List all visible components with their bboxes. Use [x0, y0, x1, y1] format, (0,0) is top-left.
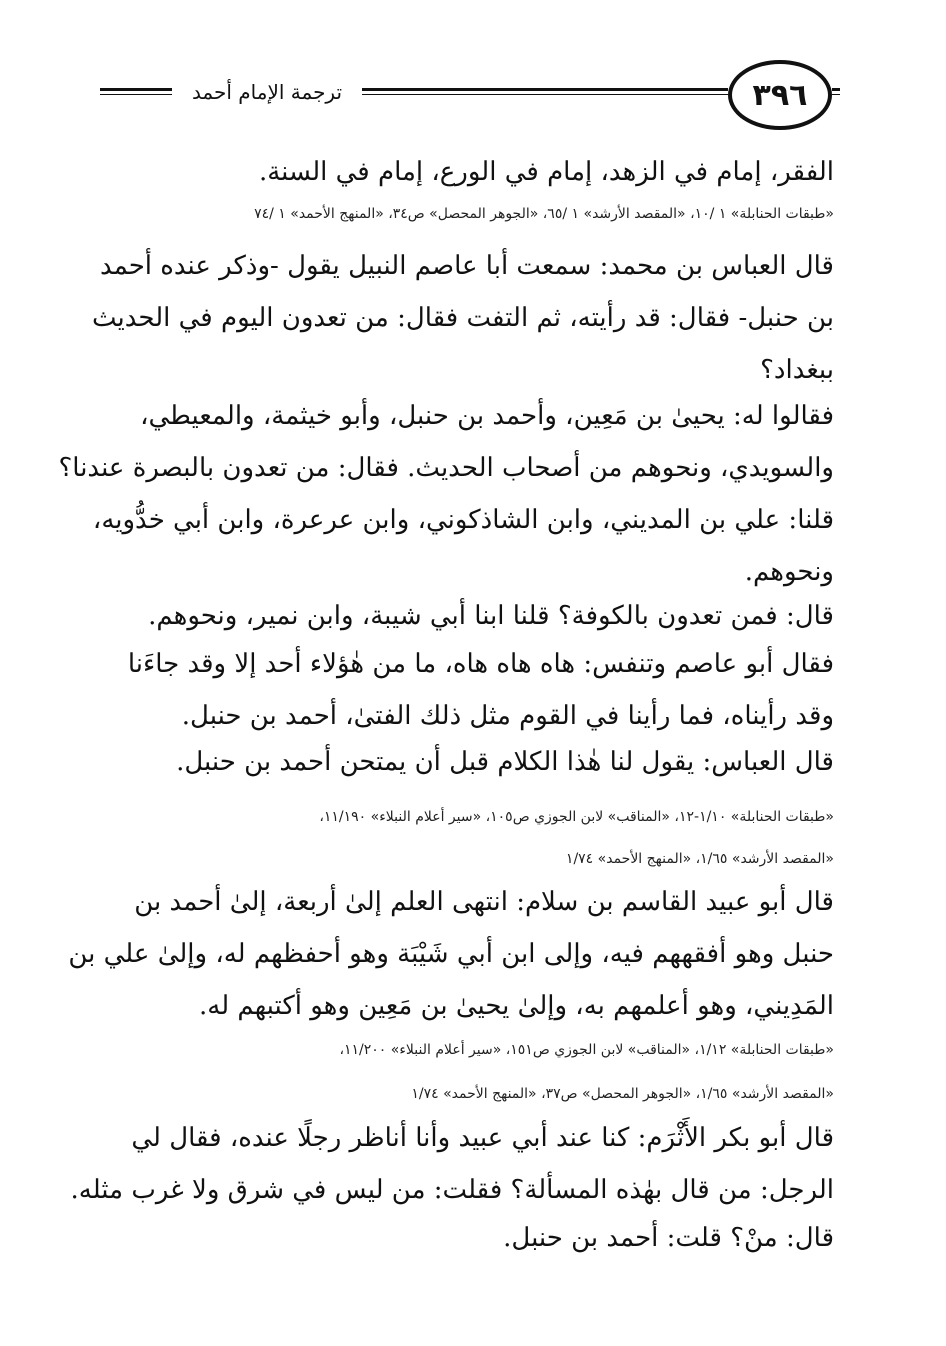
footnote-2: [110, 796, 834, 880]
footnote-3: [110, 1028, 834, 1116]
paragraph-8: [70, 1112, 834, 1216]
paragraph-3: [58, 390, 834, 598]
paragraph-2: [92, 240, 834, 396]
text-line: قال العباس بن محمد: سمعت أبا عاصم النبيل يقول -وذكر عنده أحمد: [100, 251, 834, 281]
footnote-line: «طبقات الحنابلة» ١/١٢، «المناقب» لابن الجوزي ص١٥١، «سير أعلام النبلاء» ١١/٢٠٠،: [339, 1042, 834, 1058]
text-line: الرجل: من قال بهٰذه المسألة؟ فقلت: من ليس في شرق ولا غرب مثله.: [70, 1175, 834, 1205]
page-number: ٣٩٦: [728, 60, 832, 130]
running-title: ترجمة الإمام أحمد: [172, 80, 362, 104]
footnote-line: «طبقات الحنابلة» ١ /١٠، «المقصد الأرشد» ١ /٦٥، «الجوهر المحصل» ص٣٤، «المنهج الأحمد» ١ /٧٤: [254, 206, 834, 222]
text-line: ونحوهم.: [744, 557, 834, 587]
header-rule-left-bottom: [100, 94, 172, 95]
paragraph-4: [110, 590, 834, 642]
footnote-line: «طبقات الحنابلة» ١/١٠-١٢، «المناقب» لابن الجوزي ص١٠٥، «سير أعلام النبلاء» ١١/١٩٠،: [319, 809, 834, 825]
text-line: قال: منْ؟ قلت: أحمد بن حنبل.: [503, 1223, 834, 1253]
header-rule-middle-top: [362, 88, 728, 91]
text-line: قال العباس: يقول لنا هٰذا الكلام قبل أن يمتحن أحمد بن حنبل.: [176, 747, 834, 777]
paragraph-1: [110, 146, 834, 198]
text-line: قلنا: علي بن المديني، وابن الشاذكوني، وابن عرعرة، وابن أبي خدُّويه،: [92, 505, 834, 535]
header-rule-right-bottom: [832, 94, 840, 95]
paragraph-6: [110, 736, 834, 788]
paragraph-9: [110, 1212, 834, 1264]
text-line: حنبل وهو أفقههم فيه، وإلى ابن أبي شَيْبَة وهو أحفظهم له، وإلىٰ علي بن: [68, 939, 834, 969]
text-line: وقد رأيناه، فما رأينا في القوم مثل ذلك الفتىٰ، أحمد بن حنبل.: [181, 701, 834, 731]
text-line: بن حنبل- فقال: قد رأيته، ثم التفت فقال: من تعدون اليوم في الحديث: [92, 303, 834, 333]
page-header: [100, 60, 840, 130]
header-rule-right-top: [832, 88, 840, 91]
text-line: فقال أبو عاصم وتنفس: هاه هاه هاه، ما من هٰؤلاء أحد إلا وقد جاءَنا: [127, 649, 834, 679]
text-line: قال: فمن تعدون بالكوفة؟ قلنا ابنا أبي شيبة، وابن نمير، ونحوهم.: [148, 601, 834, 631]
footnote-line: «المقصد الأرشد» ١/٦٥، «المنهج الأحمد» ١/٧٤: [565, 851, 834, 867]
text-line: قال أبو بكر الأَثْرَم: كنا عند أبي عبيد وأنا أناظر رجلًا عنده، فقال لي: [131, 1123, 834, 1153]
text-line: قال أبو عبيد القاسم بن سلام: انتهى العلم إلىٰ أربعة، إلىٰ أحمد بن: [134, 887, 834, 917]
header-rule-middle-bottom: [362, 94, 728, 95]
text-line: والسويدي، ونحوهم من أصحاب الحديث. فقال: من تعدون بالبصرة عندنا؟: [58, 453, 834, 483]
header-rule-left-top: [100, 88, 172, 91]
footnote-1: [110, 204, 834, 224]
text-line: المَدِيني، وهو أعلمهم به، وإلىٰ يحيىٰ بن مَعِين وهو أكتبهم له.: [199, 991, 834, 1021]
paragraph-5: [110, 638, 834, 742]
paragraph-7: [68, 876, 834, 1032]
text-line: فقالوا له: يحيىٰ بن مَعِين، وأحمد بن حنبل، وأبو خيثمة، والمعيطي،: [140, 401, 834, 431]
footnote-line: «المقصد الأرشد» ١/٦٥، «الجوهر المحصل» ص٣٧، «المنهج الأحمد» ١/٧٤: [411, 1086, 834, 1102]
text-line: ببغداد؟: [760, 355, 834, 385]
text-line: الفقر، إمام في الزهد، إمام في الورع، إمام في السنة.: [258, 157, 834, 187]
